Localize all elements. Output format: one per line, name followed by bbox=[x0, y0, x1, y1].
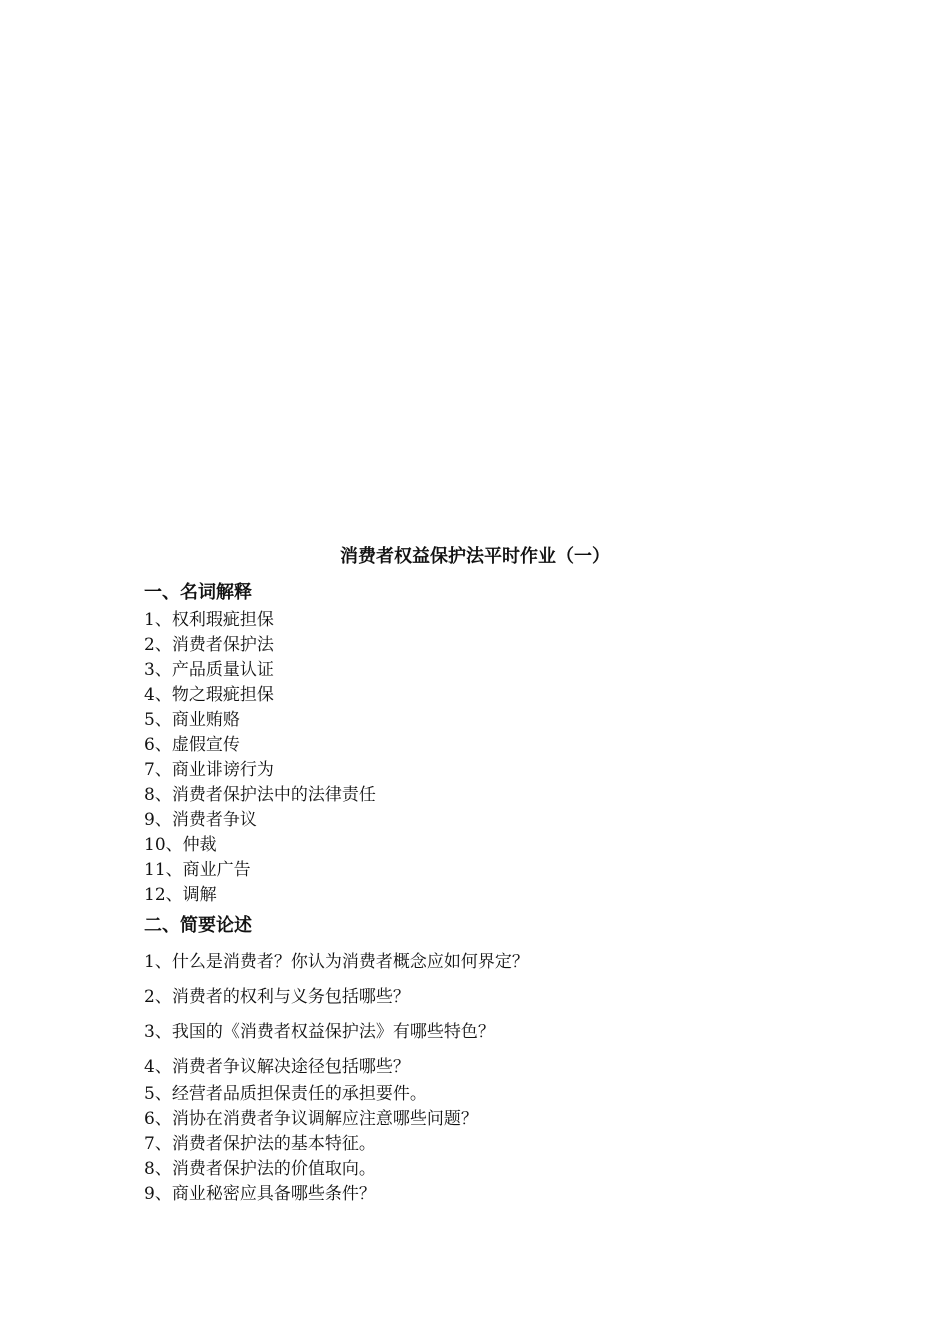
list-item: 9、商业秘密应具备哪些条件？ bbox=[144, 1184, 376, 1204]
list-item: 6、虚假宣传 bbox=[144, 735, 240, 755]
list-item: 4、消费者争议解决途径包括哪些？ bbox=[144, 1057, 410, 1077]
list-item: 8、消费者保护法的价值取向。 bbox=[144, 1159, 376, 1179]
questions-list-spaced bbox=[144, 947, 529, 1087]
list-item: 3、产品质量认证 bbox=[144, 660, 274, 680]
document-title: 消费者权益保护法平时作业（一） bbox=[340, 546, 610, 567]
list-item: 1、权利瑕疵担保 bbox=[144, 610, 274, 630]
list-item: 12、调解 bbox=[144, 885, 217, 905]
list-item: 7、商业诽谤行为 bbox=[144, 760, 274, 780]
list-item: 5、商业贿赂 bbox=[144, 710, 240, 730]
list-item: 2、消费者的权利与义务包括哪些？ bbox=[144, 987, 410, 1007]
list-item: 1、什么是消费者？你认为消费者概念应如何界定？ bbox=[144, 952, 529, 972]
list-item: 2、消费者保护法 bbox=[144, 635, 274, 655]
list-item: 9、消费者争议 bbox=[144, 810, 257, 830]
list-item: 4、物之瑕疵担保 bbox=[144, 685, 274, 705]
list-item: 7、消费者保护法的基本特征。 bbox=[144, 1134, 376, 1154]
questions-list bbox=[144, 1082, 478, 1207]
list-item: 3、我国的《消费者权益保护法》有哪些特色？ bbox=[144, 1022, 495, 1042]
list-item: 5、经营者品质担保责任的承担要件。 bbox=[144, 1084, 427, 1104]
list-item: 10、仲裁 bbox=[144, 835, 217, 855]
list-item: 8、消费者保护法中的法律责任 bbox=[144, 785, 376, 805]
section-heading-essay: 二、简要论述 bbox=[144, 915, 252, 936]
terms-list bbox=[144, 608, 376, 908]
section-heading-terms: 一、名词解释 bbox=[144, 582, 252, 603]
list-item: 11、商业广告 bbox=[144, 860, 251, 880]
list-item: 6、消协在消费者争议调解应注意哪些问题？ bbox=[144, 1109, 478, 1129]
